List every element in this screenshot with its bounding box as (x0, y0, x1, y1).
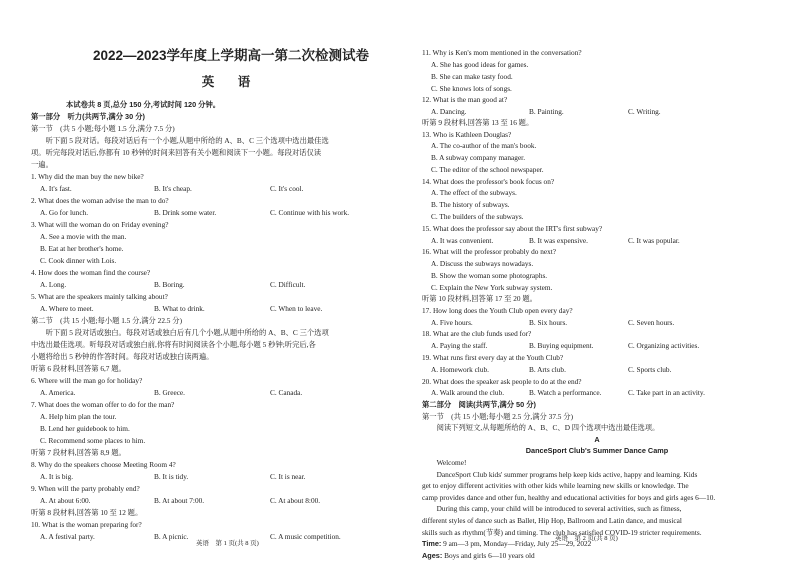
option-b: B. A subway company manager. (431, 153, 526, 162)
option-c: C. The builders of the subways. (431, 212, 524, 221)
option-a: A. Five hours. (431, 318, 473, 327)
passage-line: Welcome! (422, 458, 467, 467)
option-b: B. Show the woman some photographs. (431, 271, 548, 280)
option-c: C. She knows lots of songs. (431, 84, 512, 93)
option-c: C. Explain the New York subway system. (431, 283, 553, 292)
section1-instruction: 听下面 5 段对话。每段对话后有一个小题,从题中所给的 A、B、C 三个选项中选出最佳选 (31, 136, 329, 145)
ages-value: Boys and girls 6—10 years old (442, 551, 535, 560)
question-text: 15. What does the professor say about the IRT's first subway? (422, 224, 603, 233)
part2-instruction: 阅读下列短文,从每题所给的 A、B、C、D 四个选项中选出最佳选项。 (422, 423, 660, 432)
passage-line: skills such as rhythm(节奏) and timing. The club has satisfied COVID-19 stricter requirements. (422, 528, 702, 537)
section2-instruction: 中选出最佳选项。听每段对话或独白前,你将有时间阅读各个小题,每小题 5 秒钟;听完后,各 (31, 340, 316, 349)
option-c: C. Seven hours. (628, 318, 675, 327)
material-instruction: 听第 8 段材料,回答第 10 至 12 题。 (31, 508, 143, 517)
section1-title: 第一节 (共 5 小题;每小题 1.5 分,满分 7.5 分) (31, 124, 175, 133)
section1-instruction: 一遍。 (31, 160, 53, 169)
passage-line: different styles of dance such as Ballet, Hip Hop, Ballroom and Latin dance, and musical (422, 516, 682, 525)
option-c: C. Continue with his work. (270, 208, 350, 217)
passage-line: camp provides dance and other fun, healthy and educational activities for boys and girls ages 6—10. (422, 493, 716, 502)
part1-title: 第一部分 听力(共两节,满分 30 分) (31, 112, 145, 121)
option-c: C. Canada. (270, 388, 303, 397)
option-a: A. It's fast. (40, 184, 72, 193)
question-text: 10. What is the woman preparing for? (31, 520, 142, 529)
question-text: 12. What is the man good at? (422, 95, 508, 104)
option-c: C. Writing. (628, 107, 661, 116)
passage-title: DanceSport Club's Summer Dance Camp (525, 446, 669, 455)
option-c: C. It was popular. (628, 236, 680, 245)
option-b: B. Eat at her brother's home. (40, 244, 124, 253)
exam-title: 2022—2023学年度上学期高一第二次检测试卷 (92, 48, 370, 63)
question-text: 3. What will the woman do on Friday evening? (31, 220, 169, 229)
option-c: C. The editor of the school newspaper. (431, 165, 544, 174)
option-b: B. What to drink. (154, 304, 205, 313)
option-b: B. At about 7:00. (154, 496, 205, 505)
option-a: A. It is big. (40, 472, 74, 481)
option-b: B. It's cheap. (154, 184, 192, 193)
option-b: B. Arts club. (529, 365, 566, 374)
question-text: 4. How does the woman find the course? (31, 268, 151, 277)
part2-title: 第二部分 阅读(共两节,满分 50 分) (422, 400, 536, 409)
option-c: C. Recommend some places to him. (40, 436, 146, 445)
page-footer: 英语 第 2 页(共 8 页) (555, 535, 618, 542)
option-c: C. Organizing activities. (628, 341, 700, 350)
question-text: 16. What will the professor probably do next? (422, 247, 557, 256)
ages-info (422, 550, 535, 562)
exam-intro: 本试卷共 8 页,总分 150 分,考试时间 120 分钟。 (66, 100, 221, 109)
option-a: A. America. (40, 388, 76, 397)
section2-instruction: 听下面 5 段对话或独白。每段对话或独白后有几个小题,从题中所给的 A、B、C 三个选项 (31, 328, 329, 337)
section2-instruction: 小题将给出 5 秒钟的作答时间。每段对话或独白读两遍。 (31, 352, 214, 361)
option-a: A. Help him plan the tour. (40, 412, 117, 421)
question-text: 17. How long does the Youth Club open every day? (422, 306, 573, 315)
question-text: 1. Why did the man buy the new bike? (31, 172, 144, 181)
material-instruction: 听第 10 段材料,回答第 17 至 20 题。 (422, 294, 537, 303)
option-b: B. Buying equipment. (529, 341, 594, 350)
option-b: B. Drink some water. (154, 208, 217, 217)
option-a: A. Discuss the subways nowadays. (431, 259, 534, 268)
option-c: C. A music competition. (270, 532, 341, 541)
option-a: A. At about 6:00. (40, 496, 91, 505)
page-footer: 英语 第 1 页(共 8 页) (196, 540, 259, 547)
time-value: 9 am—3 pm, Monday—Friday, July 25—29, 2022 (441, 539, 592, 548)
option-b: B. Watch a performance. (529, 388, 602, 397)
option-b: B. Greece. (154, 388, 185, 397)
option-a: A. A festival party. (40, 532, 95, 541)
option-a: A. Long. (40, 280, 67, 289)
ages-label: Ages: (422, 551, 443, 560)
question-text: 19. What runs first every day at the Youth Club? (422, 353, 564, 362)
option-a: A. Paying the staff. (431, 341, 488, 350)
option-b: B. A picnic. (154, 532, 189, 541)
option-b: B. Six hours. (529, 318, 568, 327)
option-c: C. Sports club. (628, 365, 672, 374)
option-b: B. It was expensive. (529, 236, 588, 245)
option-a: A. Homework club. (431, 365, 489, 374)
option-a: A. Dancing. (431, 107, 467, 116)
part2-section1-title: 第一节 (共 15 小题;每小题 2.5 分,满分 37.5 分) (422, 412, 573, 421)
question-text: 11. Why is Ken's mom mentioned in the conversation? (422, 48, 582, 57)
option-c: C. At about 8:00. (270, 496, 321, 505)
option-a: A. The co-author of the man's book. (431, 141, 537, 150)
passage-line: During this camp, your child will be introduced to several activities, such as fitness, (422, 504, 682, 513)
option-b: B. She can make tasty food. (431, 72, 513, 81)
section1-instruction: 项。听完每段对话后,你都有 10 秒钟的时间来回答有关小题和阅读下一小题。每段对话仅读 (31, 148, 322, 157)
option-a: A. It was convenient. (431, 236, 494, 245)
option-b: B. Lend her guidebook to him. (40, 424, 130, 433)
question-text: 8. Why do the speakers choose Meeting Room 4? (31, 460, 176, 469)
question-text: 7. What does the woman offer to do for the man? (31, 400, 175, 409)
option-c: C. Difficult. (270, 280, 306, 289)
option-b: B. Boring. (154, 280, 185, 289)
option-a: A. Walk around the club. (431, 388, 505, 397)
option-c: C. It's cool. (270, 184, 304, 193)
passage-letter: A (594, 435, 600, 444)
section2-title: 第二节 (共 15 小题;每小题 1.5 分,满分 22.5 分) (31, 316, 182, 325)
option-b: B. The history of subways. (431, 200, 510, 209)
question-text: 14. What does the professor's book focus on? (422, 177, 555, 186)
subject-title: 英 语 (201, 75, 261, 89)
option-c: C. It is near. (270, 472, 306, 481)
question-text: 6. Where will the man go for holiday? (31, 376, 143, 385)
material-instruction: 听第 6 段材料,回答第 6,7 题。 (31, 364, 126, 373)
option-a: A. Where to meet. (40, 304, 94, 313)
question-text: 9. When will the party probably end? (31, 484, 140, 493)
time-label: Time: (422, 539, 442, 548)
material-instruction: 听第 7 段材料,回答第 8,9 题。 (31, 448, 126, 457)
option-c: C. Cook dinner with Lois. (40, 256, 117, 265)
material-instruction: 听第 9 段材料,回答第 13 至 16 题。 (422, 118, 534, 127)
option-a: A. Go for lunch. (40, 208, 89, 217)
passage-line: DanceSport Club kids' summer programs help keep kids active, happy and learning. Kids (422, 470, 698, 479)
passage-line: get to enjoy different activities with other kids while learning new skills or knowledge. The (422, 481, 689, 490)
question-text: 13. Who is Kathleen Douglas? (422, 130, 512, 139)
question-text: 5. What are the speakers mainly talking about? (31, 292, 168, 301)
option-a: A. The effect of the subways. (431, 188, 517, 197)
question-text: 18. What are the club funds used for? (422, 329, 532, 338)
option-c: C. When to leave. (270, 304, 323, 313)
question-text: 20. What does the speaker ask people to do at the end? (422, 377, 582, 386)
option-a: A. She has good ideas for games. (431, 60, 529, 69)
option-b: B. Painting. (529, 107, 564, 116)
option-b: B. It is tidy. (154, 472, 189, 481)
question-text: 2. What does the woman advise the man to do? (31, 196, 169, 205)
option-a: A. See a movie with the man. (40, 232, 127, 241)
option-c: C. Take part in an activity. (628, 388, 705, 397)
